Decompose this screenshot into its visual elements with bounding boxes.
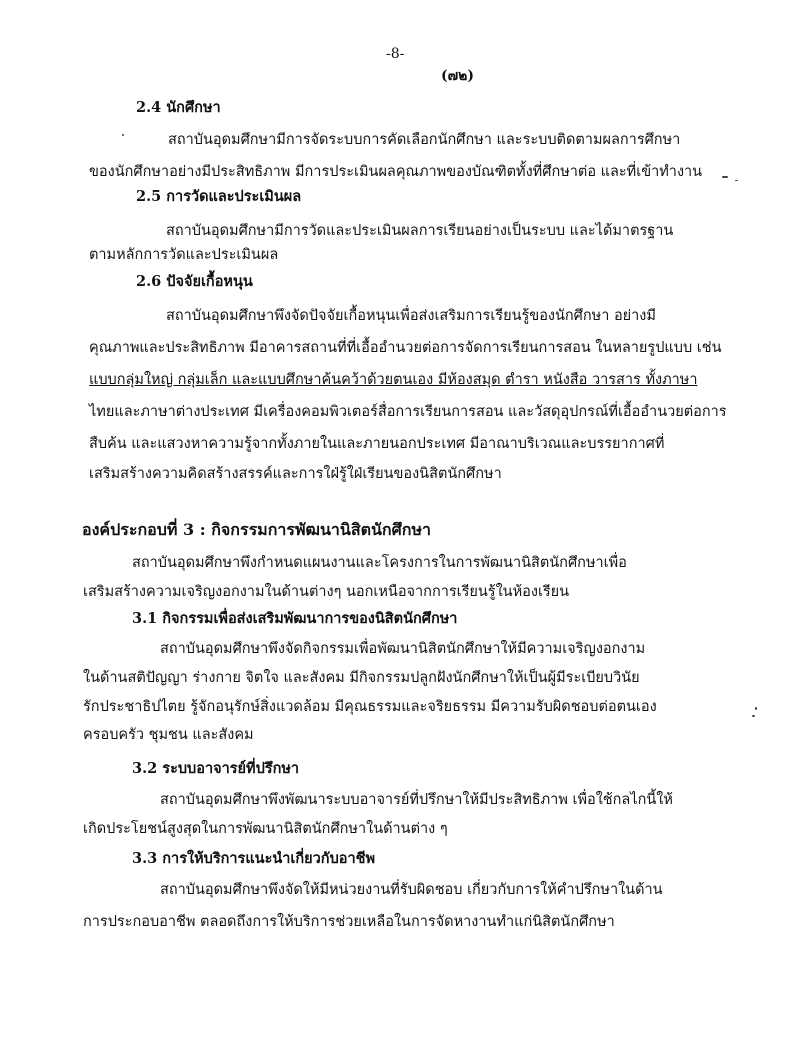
paragraph-line: สถาบันอุดมศึกษามีการจัดระบบการคัดเลือกนักศึกษา และระบบติดตามผลการศึกษา [168, 132, 681, 148]
paragraph-line: แบบกลุ่มใหญ่ กลุ่มเล็ก และแบบศึกษาค้นคว้าด้วยตนเอง มีห้องสมุด ตำรา หนังสือ วารสาร ทั้งภาษา [89, 372, 698, 388]
paragraph-line: ไทยและภาษาต่างประเทศ มีเครื่องคอมพิวเตอร์สื่อการเรียนการสอน และวัสดุอุปกรณ์ที่เอื้ออำนวยต่อการ [89, 404, 727, 420]
section-heading-2-4: 2.4 นักศึกษา [136, 99, 221, 116]
paragraph-line: ครอบครัว ชุมชน และสังคม [83, 727, 254, 743]
paragraph-line: สถาบันอุดมศึกษาพึงจัดให้มีหน่วยงานที่รับผิดชอบ เกี่ยวกับการให้คำปรึกษาในด้าน [160, 882, 663, 898]
scan-speck [752, 715, 755, 717]
section-heading-3-1: 3.1 กิจกรรมเพื่อส่งเสริมพัฒนาการของนิสิตนักศึกษา [132, 610, 458, 627]
page-number: -8- [386, 46, 405, 62]
paragraph-line: ในด้านสติปัญญา ร่างกาย จิตใจ และสังคม มีกิจกรรมปลูกฝังนักศึกษาให้เป็นผู้มีระเบียบวินัย [83, 670, 640, 686]
paragraph-line: สถาบันอุดมศึกษาพึงจัดกิจกรรมเพื่อพัฒนานิสิตนักศึกษาให้มีความเจริญงอกงาม [160, 641, 646, 657]
paragraph-line: สถาบันอุดมศึกษาพึงกำหนดแผนงานและโครงการในการพัฒนานิสิตนักศึกษาเพื่อ [132, 555, 627, 571]
paragraph-line: เสริมสร้างความคิดสร้างสรรค์และการใฝ่รู้ใฝ่เรียนของนิสิตนักศึกษา [89, 466, 502, 482]
scan-speck [122, 134, 124, 136]
component-heading: องค์ประกอบที่ 3 : กิจกรรมการพัฒนานิสิตนักศึกษา [82, 520, 431, 539]
section-heading-3-2: 3.2 ระบบอาจารย์ที่ปรึกษา [132, 760, 300, 777]
paragraph-line: การประกอบอาชีพ ตลอดถึงการให้บริการช่วยเหลือในการจัดหางานทำแก่นิสิตนักศึกษา [83, 914, 615, 930]
scan-speck [755, 707, 757, 710]
paragraph-line: สถาบันอุดมศึกษาพึงจัดปัจจัยเกื้อหนุนเพื่อส่งเสริมการเรียนรู้ของนักศึกษา อย่างมี [166, 308, 656, 324]
paragraph-line: สถาบันอุดมศึกษามีการวัดและประเมินผลการเรียนอย่างเป็นระบบ และได้มาตรฐาน [166, 223, 674, 239]
paragraph-line: เสริมสร้างความเจริญงอกงามในด้านต่างๆ นอกเหนือจากการเรียนรู้ในห้องเรียน [83, 584, 570, 600]
section-heading-2-6: 2.6 ปัจจัยเกื้อหนุน [136, 273, 253, 290]
section-heading-3-3: 3.3 การให้บริการแนะนำเกี่ยวกับอาชีพ [132, 850, 376, 867]
paragraph-line: ของนักศึกษาอย่างมีประสิทธิภาพ มีการประเมินผลคุณภาพของบัณฑิตทั้งที่ศึกษาต่อ และที่เข้าทำงาน [89, 164, 703, 180]
paragraph-line: รักประชาธิปไตย รู้จักอนุรักษ์สิ่งแวดล้อม มีคุณธรรมและจริยธรรม มีความรับผิดชอบต่อตนเอง [83, 699, 657, 715]
paragraph-line: สืบค้น และแสวงหาความรู้จากทั้งภายในและภายนอกประเทศ มีอาณาบริเวณและบรรยากาศที่ [89, 436, 665, 452]
section-heading-2-5: 2.5 การวัดและประเมินผล [136, 188, 302, 205]
paragraph-line: เกิดประโยชน์สูงสุดในการพัฒนานิสิตนักศึกษาในด้านต่าง ๆ [83, 821, 448, 837]
scan-speck [735, 180, 738, 181]
thai-page-number: (๗๒) [441, 68, 475, 84]
scan-speck [722, 176, 728, 178]
paragraph-line: ตามหลักการวัดและประเมินผล [89, 247, 279, 263]
paragraph-line: คุณภาพและประสิทธิภาพ มีอาคารสถานที่ที่เอื้ออำนวยต่อการจัดการเรียนการสอน ในหลายรูปแบบ เช่น [89, 340, 722, 356]
paragraph-line: สถาบันอุดมศึกษาพึงพัฒนาระบบอาจารย์ที่ปรึกษาให้มีประสิทธิภาพ เพื่อใช้กลไกนี้ให้ [160, 792, 673, 808]
